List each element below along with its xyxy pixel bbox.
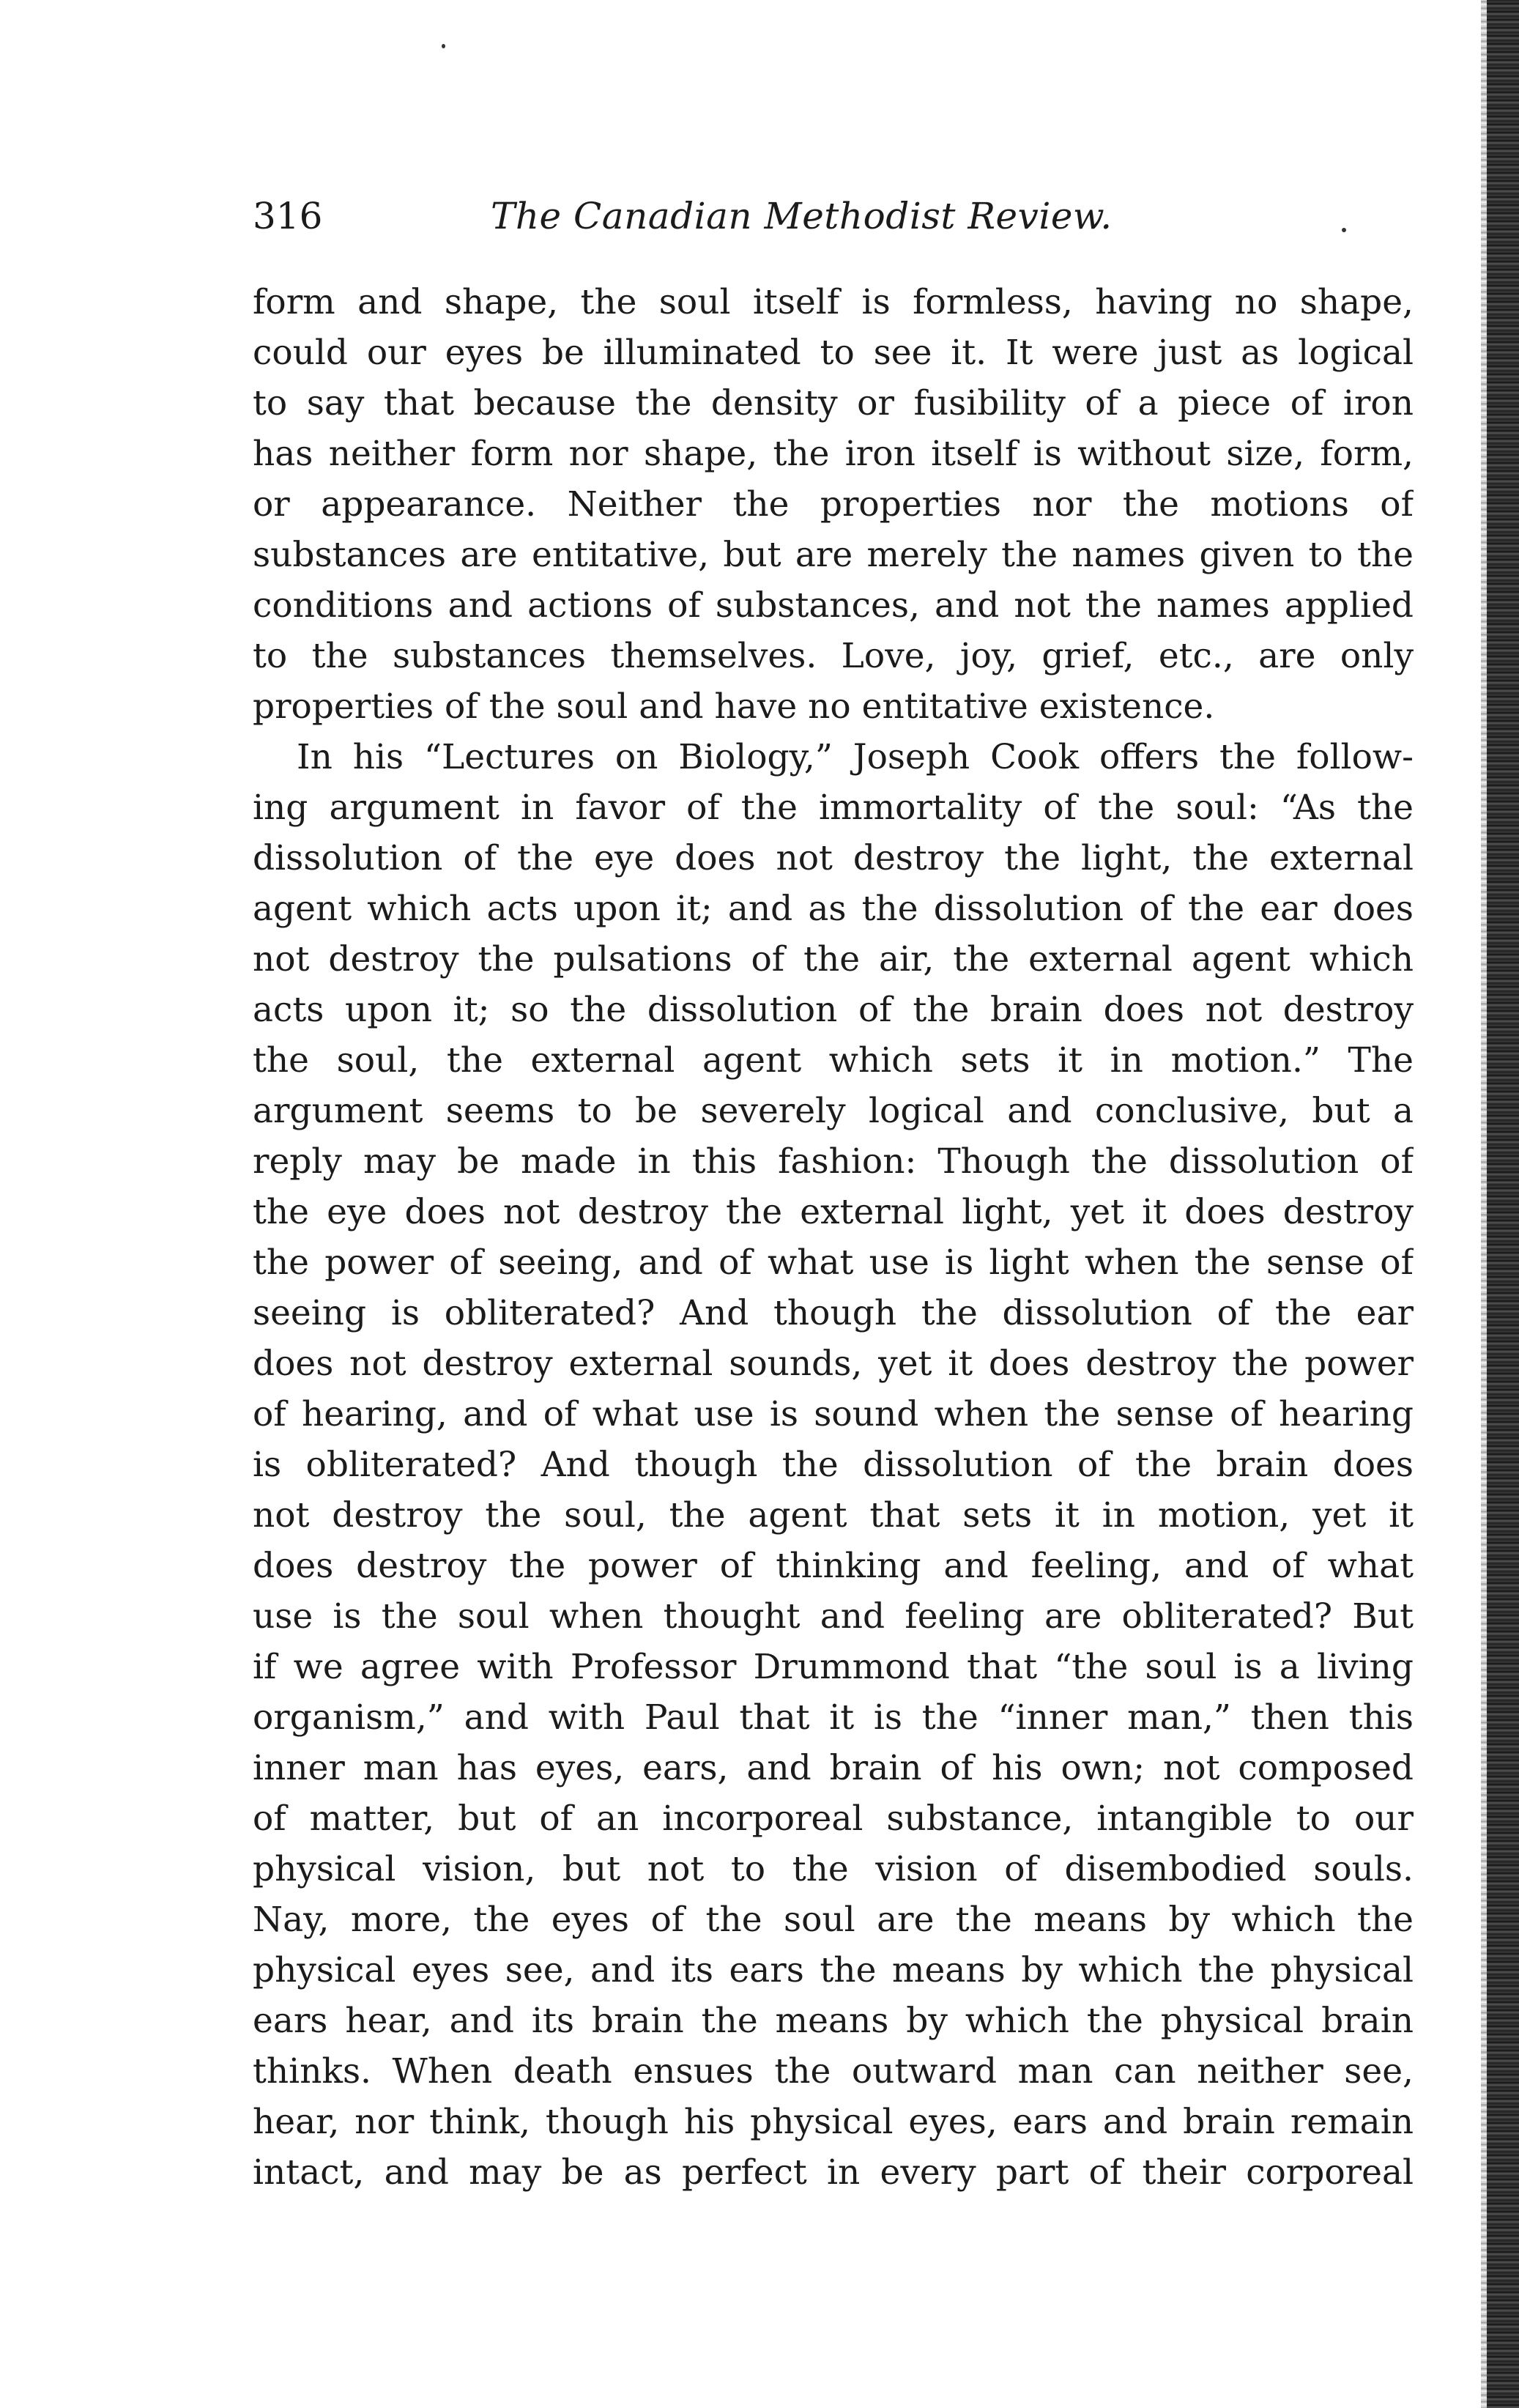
text-line: argument seems to be severely logical and conclusive, but a [253, 1091, 1414, 1131]
text-line: seeing is obliterated? And though the dissolution of the ear [253, 1293, 1414, 1333]
text-line: the soul, the external agent which sets it in motion.” The [253, 1040, 1414, 1081]
text-line: not destroy the pulsations of the air, the external agent which [253, 939, 1414, 979]
article-body [253, 277, 1414, 2198]
page-header [253, 194, 1351, 253]
scan-speck [442, 44, 445, 48]
text-line: of matter, but of an incorporeal substance, intangible to our [253, 1798, 1414, 1839]
text-line: form and shape, the soul itself is formless, having no shape, [253, 282, 1414, 322]
text-line: has neither form nor shape, the iron itself is without size, form, [253, 434, 1414, 474]
text-line: ears hear, and its brain the means by which the physical brain [253, 2001, 1414, 2041]
text-line: inner man has eyes, ears, and brain of his own; not composed [253, 1748, 1414, 1788]
text-line: organism,” and with Paul that it is the “inner man,” then this [253, 1697, 1414, 1738]
text-line: Nay, more, the eyes of the soul are the means by which the [253, 1900, 1414, 1940]
text-line: not destroy the soul, the agent that sets it in motion, yet it [253, 1495, 1414, 1535]
text-line: physical vision, but not to the vision of disembodied souls. [253, 1849, 1414, 1889]
text-line: intact, and may be as perfect in every part of their corporeal [253, 2152, 1414, 2193]
text-line: is obliterated? And though the dissolution of the brain does [253, 1445, 1414, 1485]
text-line: if we agree with Professor Drummond that “the soul is a living [253, 1647, 1414, 1687]
text-line: substances are entitative, but are merely the names given to the [253, 535, 1414, 575]
text-line: thinks. When death ensues the outward man can neither see, [253, 2051, 1414, 2092]
text-line: the power of seeing, and of what use is light when the sense of [253, 1242, 1414, 1283]
text-line: of hearing, and of what use is sound when the sense of hearing [253, 1394, 1414, 1434]
page-number: 316 [253, 195, 323, 237]
text-line: to say that because the density or fusibility of a piece of iron [253, 383, 1414, 423]
text-line: use is the soul when thought and feeling are obliterated? But [253, 1596, 1414, 1637]
paragraph-first-line: In his “Lectures on Biology,” Joseph Cook offers the follow- [297, 737, 1414, 777]
text-line: to the substances themselves. Love, joy, grief, etc., are only [253, 636, 1414, 676]
text-line: acts upon it; so the dissolution of the brain does not destroy [253, 990, 1414, 1030]
text-line: hear, nor think, though his physical eyes, ears and brain remain [253, 2102, 1414, 2142]
text-line: conditions and actions of substances, and not the names applied [253, 585, 1414, 626]
text-line: could our eyes be illuminated to see it. It were just as logical [253, 333, 1414, 373]
text-line: reply may be made in this fashion: Though the dissolution of [253, 1141, 1414, 1182]
text-line: or appearance. Neither the properties nor the motions of [253, 484, 1414, 525]
text-line: agent which acts upon it; and as the dissolution of the ear does [253, 889, 1414, 929]
scanned-page-edge [1487, 0, 1519, 2408]
text-line: physical eyes see, and its ears the means by which the physical [253, 1950, 1414, 1990]
text-line: properties of the soul and have no entitative existence. [253, 686, 1215, 727]
text-line: ing argument in favor of the immortality of the soul: “As the [253, 788, 1414, 828]
text-line: does destroy the power of thinking and feeling, and of what [253, 1546, 1414, 1586]
text-line: dissolution of the eye does not destroy the light, the external [253, 838, 1414, 878]
running-title: The Canadian Methodist Review. [491, 195, 1113, 237]
text-line: the eye does not destroy the external light, yet it does destroy [253, 1192, 1414, 1232]
text-line: does not destroy external sounds, yet it does destroy the power [253, 1344, 1414, 1384]
